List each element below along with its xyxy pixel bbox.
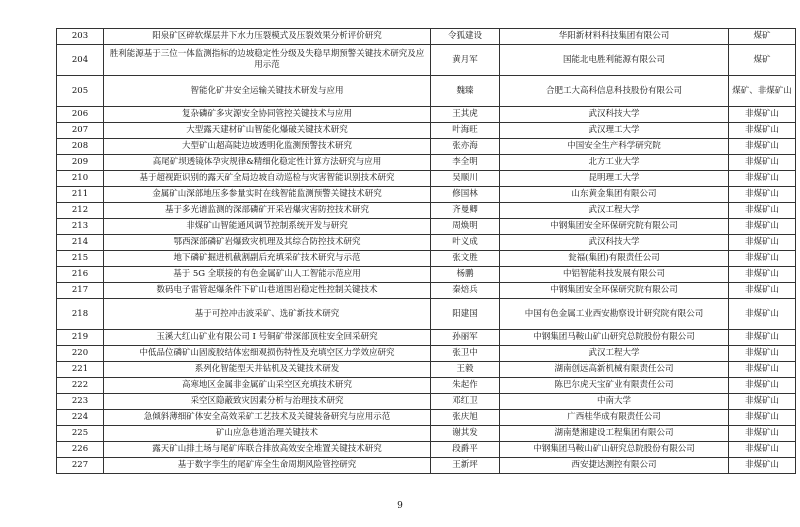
- cell-person: 邓红卫: [431, 394, 500, 410]
- cell-name: 矿山应急巷道治理关键技术: [104, 426, 431, 442]
- cell-type: 非煤矿山: [729, 171, 796, 187]
- table-row: [57, 123, 796, 139]
- cell-id: 213: [57, 219, 104, 235]
- cell-name: 基于可控冲击波采矿、选矿新技术研究: [104, 299, 431, 330]
- cell-type: 非煤矿山: [729, 219, 796, 235]
- cell-person: 张庆旭: [431, 410, 500, 426]
- cell-name: 大型矿山超高陡边坡透明化监测预警技术研究: [104, 139, 431, 155]
- cell-name: 大型露天建材矿山智能化爆破关键技术研究: [104, 123, 431, 139]
- project-table-container: [56, 28, 792, 474]
- cell-org: 中钢集团马鞍山矿山研究总院股份有限公司: [500, 442, 729, 458]
- cell-org: 武汉工程大学: [500, 203, 729, 219]
- table-row: [57, 378, 796, 394]
- cell-org: 西安捷达测控有限公司: [500, 458, 729, 474]
- cell-type: 非煤矿山: [729, 267, 796, 283]
- cell-id: 216: [57, 267, 104, 283]
- cell-type: 煤矿、非煤矿山: [729, 76, 796, 107]
- cell-person: 张文胜: [431, 251, 500, 267]
- cell-org: 武汉工程大学: [500, 346, 729, 362]
- cell-name: 系列化智能型天井钻机及关键技术研发: [104, 362, 431, 378]
- cell-type: 非煤矿山: [729, 283, 796, 299]
- cell-id: 227: [57, 458, 104, 474]
- cell-id: 206: [57, 107, 104, 123]
- cell-id: 219: [57, 330, 104, 346]
- cell-type: 非煤矿山: [729, 107, 796, 123]
- cell-person: 王其虎: [431, 107, 500, 123]
- cell-org: 湖南创远高新机械有限责任公司: [500, 362, 729, 378]
- cell-org: 华阳新材料科技集团有限公司: [500, 29, 729, 45]
- cell-id: 211: [57, 187, 104, 203]
- table-row: [57, 171, 796, 187]
- cell-person: 李全明: [431, 155, 500, 171]
- cell-org: 武汉理工大学: [500, 123, 729, 139]
- table-row: [57, 45, 796, 76]
- cell-id: 222: [57, 378, 104, 394]
- cell-type: 非煤矿山: [729, 187, 796, 203]
- table-row: [57, 362, 796, 378]
- cell-person: 吴顺川: [431, 171, 500, 187]
- cell-org: 中铝智能科技发展有限公司: [500, 267, 729, 283]
- cell-name: 急倾斜薄细矿体安全高效采矿工艺技术及关键装备研究与应用示范: [104, 410, 431, 426]
- cell-type: 非煤矿山: [729, 378, 796, 394]
- cell-name: 非煤矿山智能通风调节控制系统开发与研究: [104, 219, 431, 235]
- cell-org: 合肥工大高科信息科技股份有限公司: [500, 76, 729, 107]
- cell-type: 非煤矿山: [729, 251, 796, 267]
- table-row: [57, 283, 796, 299]
- cell-person: 周焕明: [431, 219, 500, 235]
- table-row: [57, 394, 796, 410]
- cell-person: 王毅: [431, 362, 500, 378]
- cell-id: 226: [57, 442, 104, 458]
- cell-person: 叶海旺: [431, 123, 500, 139]
- cell-org: 北方工业大学: [500, 155, 729, 171]
- cell-person: 修国林: [431, 187, 500, 203]
- table-row: [57, 251, 796, 267]
- cell-name: 鄂西深部磷矿岩爆致灾机理及其综合防控技术研究: [104, 235, 431, 251]
- cell-type: 非煤矿山: [729, 139, 796, 155]
- cell-person: 张亦海: [431, 139, 500, 155]
- cell-name: 胜利能源基于三位一体监测指标的边坡稳定性分级及失稳早期预警关键技术研究及应用示范: [104, 45, 431, 76]
- cell-name: 高寒地区金属非金属矿山采空区充填技术研究: [104, 378, 431, 394]
- cell-type: 非煤矿山: [729, 442, 796, 458]
- cell-org: 中国有色金属工业西安勘察设计研究院有限公司: [500, 299, 729, 330]
- cell-type: 非煤矿山: [729, 346, 796, 362]
- table-row: [57, 346, 796, 362]
- cell-id: 203: [57, 29, 104, 45]
- cell-org: 广西桂华成有限责任公司: [500, 410, 729, 426]
- cell-org: 中钢集团安全环保研究院有限公司: [500, 219, 729, 235]
- cell-name: 基于超视距识别的露天矿全局边坡自动巡检与灾害智能识别技术研究: [104, 171, 431, 187]
- cell-id: 207: [57, 123, 104, 139]
- cell-name: 基于多光谱监测的深部磷矿开采岩爆灾害防控技术研究: [104, 203, 431, 219]
- cell-name: 基于数字孪生的尾矿库全生命周期风险管控研究: [104, 458, 431, 474]
- cell-id: 225: [57, 426, 104, 442]
- cell-type: 煤矿: [729, 45, 796, 76]
- cell-name: 高尾矿坝透镜体孕灾规律&精细化稳定性计算方法研究与应用: [104, 155, 431, 171]
- cell-id: 218: [57, 299, 104, 330]
- cell-org: 昆明理工大学: [500, 171, 729, 187]
- cell-id: 210: [57, 171, 104, 187]
- cell-org: 山东黄金集团有限公司: [500, 187, 729, 203]
- cell-org: 中国安全生产科学研究院: [500, 139, 729, 155]
- cell-org: 中钢集团安全环保研究院有限公司: [500, 283, 729, 299]
- cell-name: 地下磷矿掘进机截割副后充填采矿技术研究与示范: [104, 251, 431, 267]
- cell-id: 223: [57, 394, 104, 410]
- table-row: [57, 107, 796, 123]
- cell-type: 非煤矿山: [729, 426, 796, 442]
- cell-person: 王新坪: [431, 458, 500, 474]
- table-row: [57, 458, 796, 474]
- table-row: [57, 187, 796, 203]
- cell-person: 叶义成: [431, 235, 500, 251]
- cell-name: 金属矿山深部地压多参量实时在线智能监测预警关键技术研究: [104, 187, 431, 203]
- cell-id: 224: [57, 410, 104, 426]
- cell-id: 204: [57, 45, 104, 76]
- cell-person: 段爵平: [431, 442, 500, 458]
- cell-person: 令狐建设: [431, 29, 500, 45]
- cell-person: 秦焙兵: [431, 283, 500, 299]
- table-row: [57, 139, 796, 155]
- cell-name: 阳泉矿区碎软煤层井下水力压裂模式及压裂效果分析评价研究: [104, 29, 431, 45]
- cell-name: 露天矿山排土场与尾矿库联合排放高效安全堆置关键技术研究: [104, 442, 431, 458]
- cell-person: 齐曼卿: [431, 203, 500, 219]
- cell-name: 复杂磷矿多灾源安全协同管控关键技术与应用: [104, 107, 431, 123]
- cell-type: 非煤矿山: [729, 458, 796, 474]
- cell-type: 非煤矿山: [729, 394, 796, 410]
- table-row: [57, 267, 796, 283]
- cell-type: 煤矿: [729, 29, 796, 45]
- table-row: [57, 410, 796, 426]
- project-table: [56, 28, 796, 474]
- cell-person: 阳建国: [431, 299, 500, 330]
- cell-person: 张卫中: [431, 346, 500, 362]
- cell-person: 孙丽军: [431, 330, 500, 346]
- cell-type: 非煤矿山: [729, 203, 796, 219]
- cell-name: 智能化矿井安全运输关键技术研发与应用: [104, 76, 431, 107]
- cell-org: 中南大学: [500, 394, 729, 410]
- cell-id: 214: [57, 235, 104, 251]
- cell-person: 朱起作: [431, 378, 500, 394]
- cell-org: 陈巴尔虎天宝矿业有限责任公司: [500, 378, 729, 394]
- table-row: [57, 426, 796, 442]
- cell-org: 国能北电胜利能源有限公司: [500, 45, 729, 76]
- table-row: [57, 76, 796, 107]
- table-row: [57, 203, 796, 219]
- cell-org: 瓮福(集团)有限责任公司: [500, 251, 729, 267]
- cell-id: 221: [57, 362, 104, 378]
- cell-id: 215: [57, 251, 104, 267]
- project-table-body: [57, 29, 796, 474]
- cell-name: 玉溪大红山矿业有限公司 I 号铜矿带深部顶柱安全回采研究: [104, 330, 431, 346]
- table-row: [57, 442, 796, 458]
- cell-type: 非煤矿山: [729, 330, 796, 346]
- cell-org: 湖南楚湘建设工程集团有限公司: [500, 426, 729, 442]
- cell-type: 非煤矿山: [729, 235, 796, 251]
- table-row: [57, 330, 796, 346]
- table-row: [57, 235, 796, 251]
- table-row: [57, 155, 796, 171]
- cell-name: 基于 5G 全联接的有色金属矿山人工智能示范应用: [104, 267, 431, 283]
- table-row: [57, 299, 796, 330]
- cell-person: 谢其发: [431, 426, 500, 442]
- cell-type: 非煤矿山: [729, 410, 796, 426]
- cell-name: 中低品位磷矿山固废胶结体宏细观损伤特性及充填空区力学效应研究: [104, 346, 431, 362]
- page-number: 9: [397, 501, 403, 511]
- table-row: [57, 219, 796, 235]
- cell-id: 205: [57, 76, 104, 107]
- cell-type: 非煤矿山: [729, 362, 796, 378]
- cell-org: 武汉科技大学: [500, 107, 729, 123]
- cell-type: 非煤矿山: [729, 123, 796, 139]
- table-row: [57, 29, 796, 45]
- cell-type: 非煤矿山: [729, 155, 796, 171]
- cell-person: 黄月军: [431, 45, 500, 76]
- cell-type: 非煤矿山: [729, 299, 796, 330]
- cell-id: 220: [57, 346, 104, 362]
- cell-person: 魏臻: [431, 76, 500, 107]
- cell-name: 数码电子雷管起爆条件下矿山巷道围岩稳定性控制关键技术: [104, 283, 431, 299]
- cell-org: 武汉科技大学: [500, 235, 729, 251]
- cell-org: 中钢集团马鞍山矿山研究总院股份有限公司: [500, 330, 729, 346]
- cell-id: 212: [57, 203, 104, 219]
- cell-id: 217: [57, 283, 104, 299]
- cell-person: 杨鹏: [431, 267, 500, 283]
- cell-id: 208: [57, 139, 104, 155]
- cell-id: 209: [57, 155, 104, 171]
- cell-name: 采空区隐蔽致灾因素分析与治理技术研究: [104, 394, 431, 410]
